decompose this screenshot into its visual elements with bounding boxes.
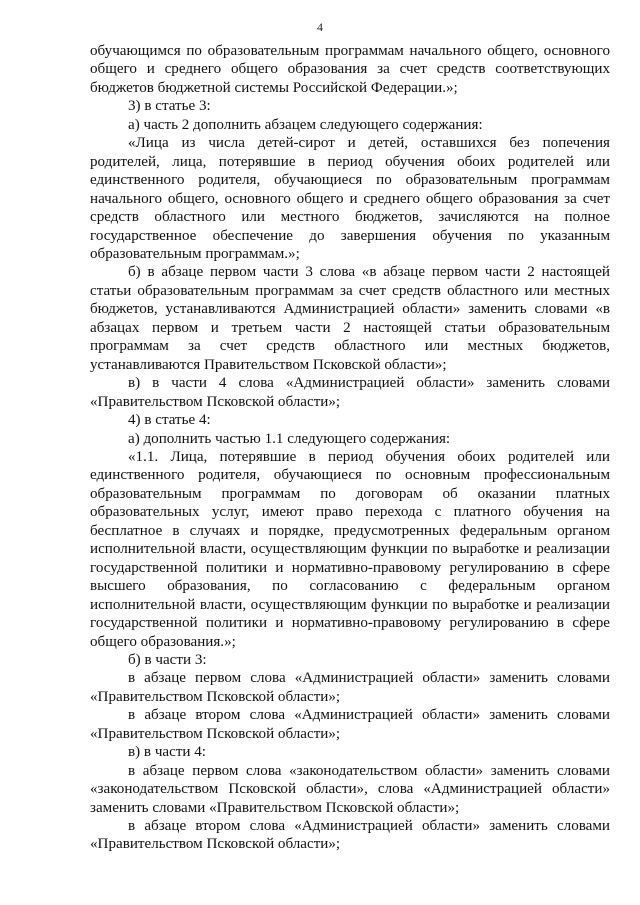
- item-3a: а) часть 2 дополнить абзацем следующего содержания:: [128, 116, 483, 133]
- paragraph-continuation: обучающимся по образовательным программам начального общего, основного общего и среднего общего образования за счет средств соответствующих бюджетов бюджетной системы Российской Федерации.»;: [90, 43, 610, 96]
- item-3v: в) в части 4 слова «Администрацией области» заменить словами «Правительством Псковской области»;: [90, 375, 610, 410]
- item-3b: б) в абзаце первом части 3 слова «в абзаце первом части 2 настоящей статьи образовательным программам за счет средств областного или местных бюджетов, устанавливаются Администрацией области» заменить словами «в абзацах первом и третьем части 2 настоящей статьи образовательным программам за счет средств областного или местных бюджетов, устанавливаются Правительством Псковской области»;: [90, 264, 610, 373]
- item-4a: а) дополнить частью 1.1 следующего содержания:: [128, 430, 451, 447]
- item-4b: б) в части 3:: [128, 651, 207, 668]
- item-3-article-3: 3) в статье 3:: [128, 98, 211, 115]
- document-body: [90, 42, 610, 854]
- item-4b-paragraph-second: в абзаце втором слова «Администрацией области» заменить словами «Правительством Псковской области»;: [90, 707, 610, 742]
- quoted-paragraph-1-1: «1.1. Лица, потерявшие в период обучения обоих родителей или единственного родителя, обучающиеся по основным профессиональным образовательным программам по договорам об оказании платных образовательных услуг, имеют право перехода с платного обучения на бесплатное в случаях и порядке, предусмотренных федеральным органом исполнительной власти, осуществляющим функции по выработке и реализации государственной политики и нормативно-правовому регулированию в сфере высшего образования, по согласованию с федеральным органом исполнительной власти, осуществляющим функции по выработке и реализации государственной политики и нормативно-правовому регулированию в сфере общего образования.»;: [90, 448, 610, 650]
- item-4b-paragraph-first: в абзаце первом слова «Администрацией области» заменить словами «Правительством Псковской области»;: [90, 670, 610, 705]
- item-4v: в) в части 4:: [128, 744, 207, 761]
- page-number: 4: [317, 20, 323, 34]
- item-4-article-4: 4) в статье 4:: [128, 412, 211, 429]
- quoted-paragraph-orphans: «Лица из числа детей-сирот и детей, оставшихся без попечения родителей, лица, потерявшие в период обучения обоих родителей или единственного родителя, обучающиеся по образовательным программам начального общего, основного общего и среднего общего образования за счет средств областного или местного бюджетов, зачисляются на полное государственное обеспечение до завершения обучения по указанным образовательным программам.»;: [90, 135, 610, 262]
- item-4v-paragraph-first: в абзаце первом слова «законодательством области» заменить словами «законодательством Псковской области», слова «Администрацией области» заменить словами «Правительством Псковской области»;: [90, 762, 610, 816]
- item-4v-paragraph-second: в абзаце втором слова «Администрацией области» заменить словами «Правительством Псковской области»;: [90, 818, 610, 853]
